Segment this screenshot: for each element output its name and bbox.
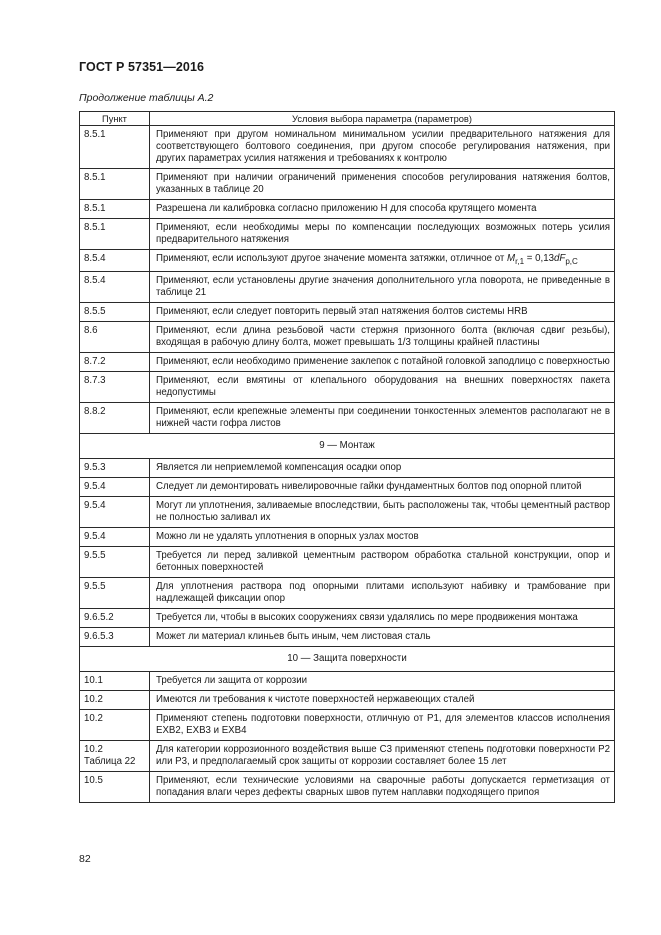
table-row (80, 219, 615, 250)
row-point: 10.1 (80, 671, 150, 690)
row-point-line: 10.2 (84, 743, 103, 755)
column-header-conditions: Условия выбора параметра (параметров) (150, 112, 615, 126)
table-row (80, 250, 615, 272)
document-header: ГОСТ Р 57351—2016 (79, 60, 205, 74)
row-point: 8.5.1 (80, 169, 150, 200)
row-text: Применяют, если длина резьбовой части стержня призонного болта (включая сдвиг резьбы), входящая в рабочую длину болта, может превышать 1/3 толщины крайней пластины (150, 321, 615, 352)
table-row (80, 200, 615, 219)
row-text: Могут ли уплотнения, заливаемые впоследствии, быть расположены так, чтобы цементный раствор не полностью заливал их (150, 496, 615, 527)
table-row (80, 321, 615, 352)
table-row (80, 709, 615, 740)
row-point: 8.5.1 (80, 219, 150, 250)
table-row (80, 690, 615, 709)
table-row (80, 169, 615, 200)
row-text: Для уплотнения раствора под опорными плитами используют набивку и трамбование при надлежащей фиксации опор (150, 577, 615, 608)
table-row (80, 627, 615, 646)
table-row (80, 608, 615, 627)
row-text: Применяют, если установлены другие значения дополнительного угла поворота, не приведенные в таблице 21 (150, 271, 615, 302)
table-row (80, 126, 615, 169)
section-title: 10 — Защита поверхности (80, 646, 615, 671)
row-point (80, 740, 150, 771)
section-row-assembly (80, 433, 615, 458)
column-header-point: Пункт (80, 112, 150, 126)
row-point: 9.6.5.3 (80, 627, 150, 646)
row-text: Применяют при наличии ограничений применения способов регулирования натяжения болтов, указанных в таблице 20 (150, 169, 615, 200)
row-text: Является ли неприемлемой компенсация осадки опор (150, 458, 615, 477)
row-point: 8.7.3 (80, 371, 150, 402)
requirements-table (79, 111, 615, 803)
row-text: Применяют при другом номинальном минимальном усилии предварительного натяжения для соответствующего болтового соединения, при другом способе регулирования натяжения, при других параметрах усилия натяжения и требованиях к контролю (150, 126, 615, 169)
table-row (80, 771, 615, 802)
row-text: Для категории коррозионного воздействия выше С3 применяют степень подготовки поверхности P2 или P3, и предполагаемый срок защиты от коррозии составляет более 15 лет (150, 740, 615, 771)
row-text: Применяют, если крепежные элементы при соединении тонкостенных элементов располагают не в нижней части гофра листов (150, 402, 615, 433)
row-point: 9.5.5 (80, 577, 150, 608)
table-row (80, 546, 615, 577)
table-row (80, 527, 615, 546)
page-number: 82 (79, 853, 91, 865)
row-point: 8.7.2 (80, 352, 150, 371)
row-text: Применяют степень подготовки поверхности, отличную от P1, для элементов классов исполнения EXB2, EXB3 и EXB4 (150, 709, 615, 740)
row-text: Следует ли демонтировать нивелировочные гайки фундаментных болтов под опорной плитой (150, 477, 615, 496)
row-text (150, 250, 615, 272)
row-point: 8.5.5 (80, 302, 150, 321)
row-point: 9.5.4 (80, 496, 150, 527)
formula-m-var: M (507, 253, 516, 264)
row-text: Применяют, если технические условиями на сварочные работы допускается герметизация от попадания влаги через дефекты сварных швов путем наплавки подходящего припоя (150, 771, 615, 802)
row-text: Применяют, если необходимы меры по компенсации последующих возможных потерь усилия предварительного натяжения (150, 219, 615, 250)
row-text: Требуется ли защита от коррозии (150, 671, 615, 690)
row-point-table-ref: Таблица 22 (84, 755, 136, 767)
row-text: Имеются ли требования к чистоте поверхностей нержавеющих сталей (150, 690, 615, 709)
table-row (80, 740, 615, 771)
row-point: 8.6 (80, 321, 150, 352)
formula-d-var: dF (554, 253, 566, 264)
row-text: Разрешена ли калибровка согласно приложению Н для способа крутящего момента (150, 200, 615, 219)
row-text-prefix: Применяют, если используют другое значение момента затяжки, отличное от (156, 253, 508, 264)
table-row (80, 477, 615, 496)
row-text: Требуется ли, чтобы в высоких сооружениях связи удалялись по мере продвижения монтажа (150, 608, 615, 627)
formula-eq: = 0,13 (524, 253, 554, 264)
row-text: Применяют, если следует повторить первый этап натяжения болтов системы HRB (150, 302, 615, 321)
row-text: Применяют, если необходимо применение заклепок с потайной головкой заподлицо с поверхностью (150, 352, 615, 371)
row-point: 9.5.3 (80, 458, 150, 477)
table-row (80, 496, 615, 527)
row-point: 10.5 (80, 771, 150, 802)
row-text: Можно ли не удалять уплотнения в опорных узлах мостов (150, 527, 615, 546)
row-point: 8.5.4 (80, 271, 150, 302)
row-point: 8.5.4 (80, 250, 150, 272)
section-title: 9 — Монтаж (80, 433, 615, 458)
row-text: Применяют, если вмятины от клепального оборудования на внешних поверхностях пакета недопустимы (150, 371, 615, 402)
formula-m-sub: r,1 (515, 256, 525, 266)
table-row (80, 371, 615, 402)
table-row (80, 302, 615, 321)
table-caption: Продолжение таблицы А.2 (79, 92, 214, 104)
row-point: 8.8.2 (80, 402, 150, 433)
table-row (80, 458, 615, 477)
formula-d-sub: p,C (565, 256, 578, 266)
row-point: 8.5.1 (80, 200, 150, 219)
section-row-surface-protection (80, 646, 615, 671)
row-point: 9.5.5 (80, 546, 150, 577)
table-row (80, 352, 615, 371)
row-point: 9.6.5.2 (80, 608, 150, 627)
row-text: Может ли материал клиньев быть иным, чем листовая сталь (150, 627, 615, 646)
row-point: 8.5.1 (80, 126, 150, 169)
table-row (80, 671, 615, 690)
row-text: Требуется ли перед заливкой цементным раствором обработка стальной конструкции, опор и бетонных поверхностей (150, 546, 615, 577)
table-row (80, 271, 615, 302)
table-row (80, 402, 615, 433)
row-point: 9.5.4 (80, 527, 150, 546)
row-point: 9.5.4 (80, 477, 150, 496)
table-row (80, 577, 615, 608)
row-point: 10.2 (80, 709, 150, 740)
table-header-row (80, 112, 615, 126)
row-point: 10.2 (80, 690, 150, 709)
